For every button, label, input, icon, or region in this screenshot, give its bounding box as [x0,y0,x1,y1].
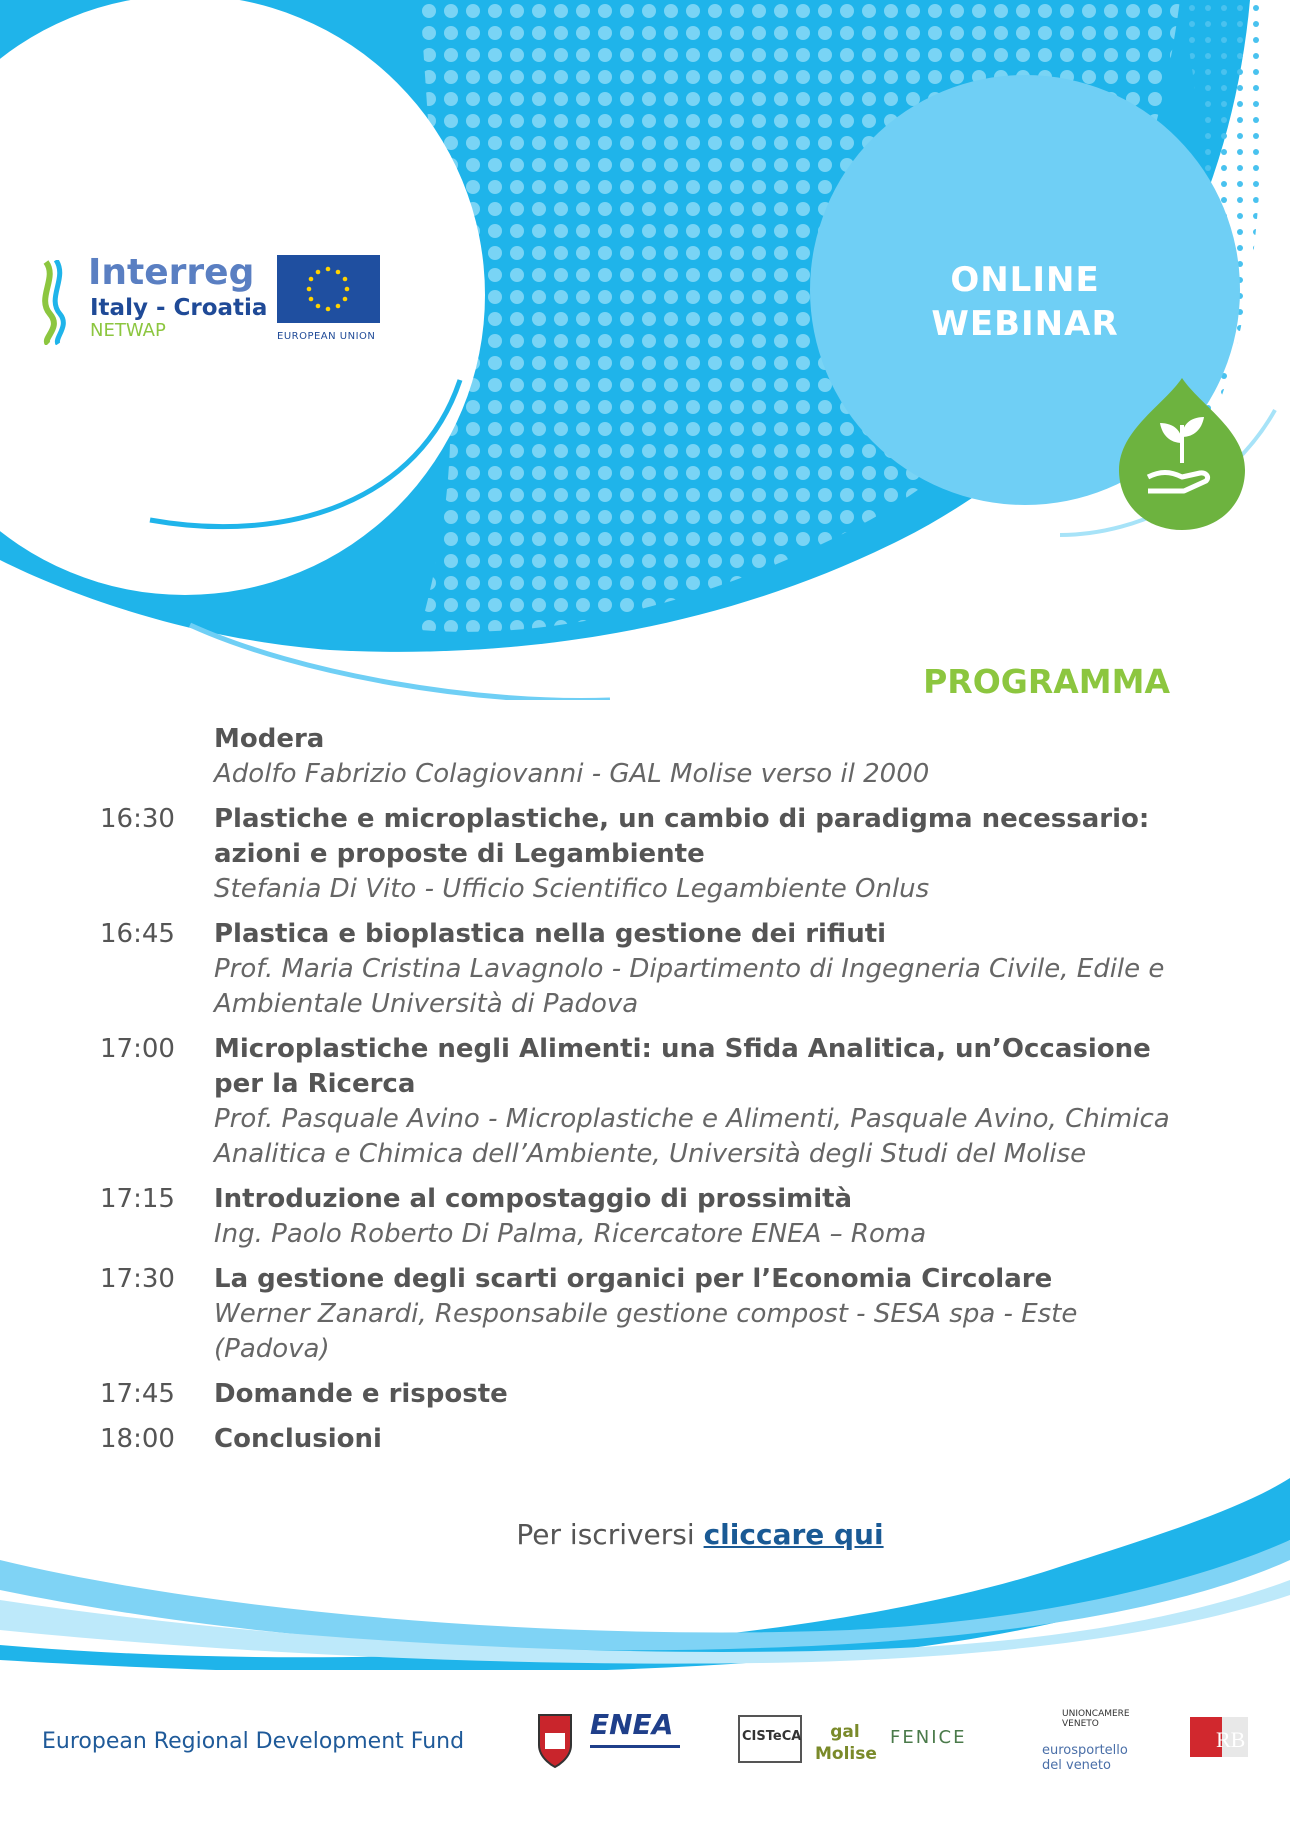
agenda-item [100,802,1180,907]
moderator-label: Modera [214,724,325,754]
agenda-item [100,1422,1180,1457]
agenda-speaker: Prof. Pasquale Avino - Microplastiche e Alimenti, Pasquale Avino, Chimica Analitica e Chimica dell’Ambiente, Università degli Studi del Molise [214,1104,1170,1169]
unioncamere-logo: UNIONCAMERE VENETO eurosportello del veneto [1042,1709,1130,1773]
agenda-title: Conclusioni [214,1424,382,1454]
agenda-title: Plastica e bioplastica nella gestione dei rifiuti [214,919,887,949]
interreg-wave-icon [40,260,66,345]
agenda-time: 18:00 [100,1424,175,1454]
agenda-title: Introduzione al compostaggio di prossimità [214,1184,853,1214]
eu-label: EUROPEAN UNION [277,331,376,342]
agenda-item [100,1262,1180,1367]
agenda-speaker: Werner Zanardi, Responsabile gestione compost - SESA spa - Este (Padova) [214,1299,1078,1364]
section-title: PROGRAMMA [923,662,1170,701]
fenice-logo: FENICE [890,1727,967,1748]
interreg-logo [40,252,390,355]
register-link[interactable]: cliccare qui [703,1518,884,1551]
svg-text:RB: RB [1216,1727,1246,1752]
event-type-line-1: ONLINE [950,260,1100,300]
agenda-speaker: Prof. Maria Cristina Lavagnolo - Dipartimento di Ingegneria Civile, Edile e Ambientale Università di Padova [214,954,1165,1019]
agenda-time: 17:00 [100,1034,175,1064]
interreg-brand: Interreg [88,252,255,293]
footer-wave [0,1470,1290,1670]
agenda-time: 17:30 [100,1264,175,1294]
agenda-time: 16:30 [100,804,175,834]
agenda-title: La gestione degli scarti organici per l’Economia Circolare [214,1264,1053,1294]
agenda-speaker: Ing. Paolo Roberto Di Palma, Ricercatore ENEA – Roma [214,1219,927,1249]
event-type [810,258,1240,346]
moderator-name: Adolfo Fabrizio Colagiovanni - GAL Molise verso il 2000 [214,759,930,789]
agenda-speaker: Stefania Di Vito - Ufficio Scientifico Legambiente Onlus [214,874,930,904]
moderator-row [100,722,1180,792]
agenda-title: Microplastiche negli Alimenti: una Sfida Analitica, un’Occasione per la Ricerca [214,1034,1151,1099]
leaf-hand-icon [1140,415,1224,505]
partner-logos [530,1705,1270,1785]
agenda-title: Domande e risposte [214,1379,508,1409]
cisteca-logo: CISTeCA [738,1715,802,1763]
interreg-project: NETWAP [90,320,166,341]
agenda-time: 17:15 [100,1184,175,1214]
registration-cta [0,1518,1290,1551]
agenda-item [100,917,1180,1022]
agenda [100,722,1180,1467]
agenda-list [100,802,1180,1457]
agenda-item [100,1182,1180,1252]
rb-logo [1188,1705,1250,1775]
agenda-item [100,1032,1180,1172]
agenda-item [100,1377,1180,1412]
gal-molise-logo: gal Molise [815,1722,877,1764]
molise-crest-logo [535,1705,575,1775]
agenda-time: 16:45 [100,919,175,949]
interreg-program: Italy - Croatia [90,295,268,321]
agenda-time: 17:45 [100,1379,175,1409]
fund-label: European Regional Development Fund [42,1729,465,1754]
event-type-line-2: WEBINAR [931,304,1119,344]
eu-flag-icon [277,255,380,323]
agenda-title: Plastiche e microplastiche, un cambio di paradigma necessario: azioni e proposte di Legambiente [214,804,1150,869]
cta-text: Per iscriversi [516,1518,695,1551]
enea-logo: ENEA [590,1705,710,1775]
